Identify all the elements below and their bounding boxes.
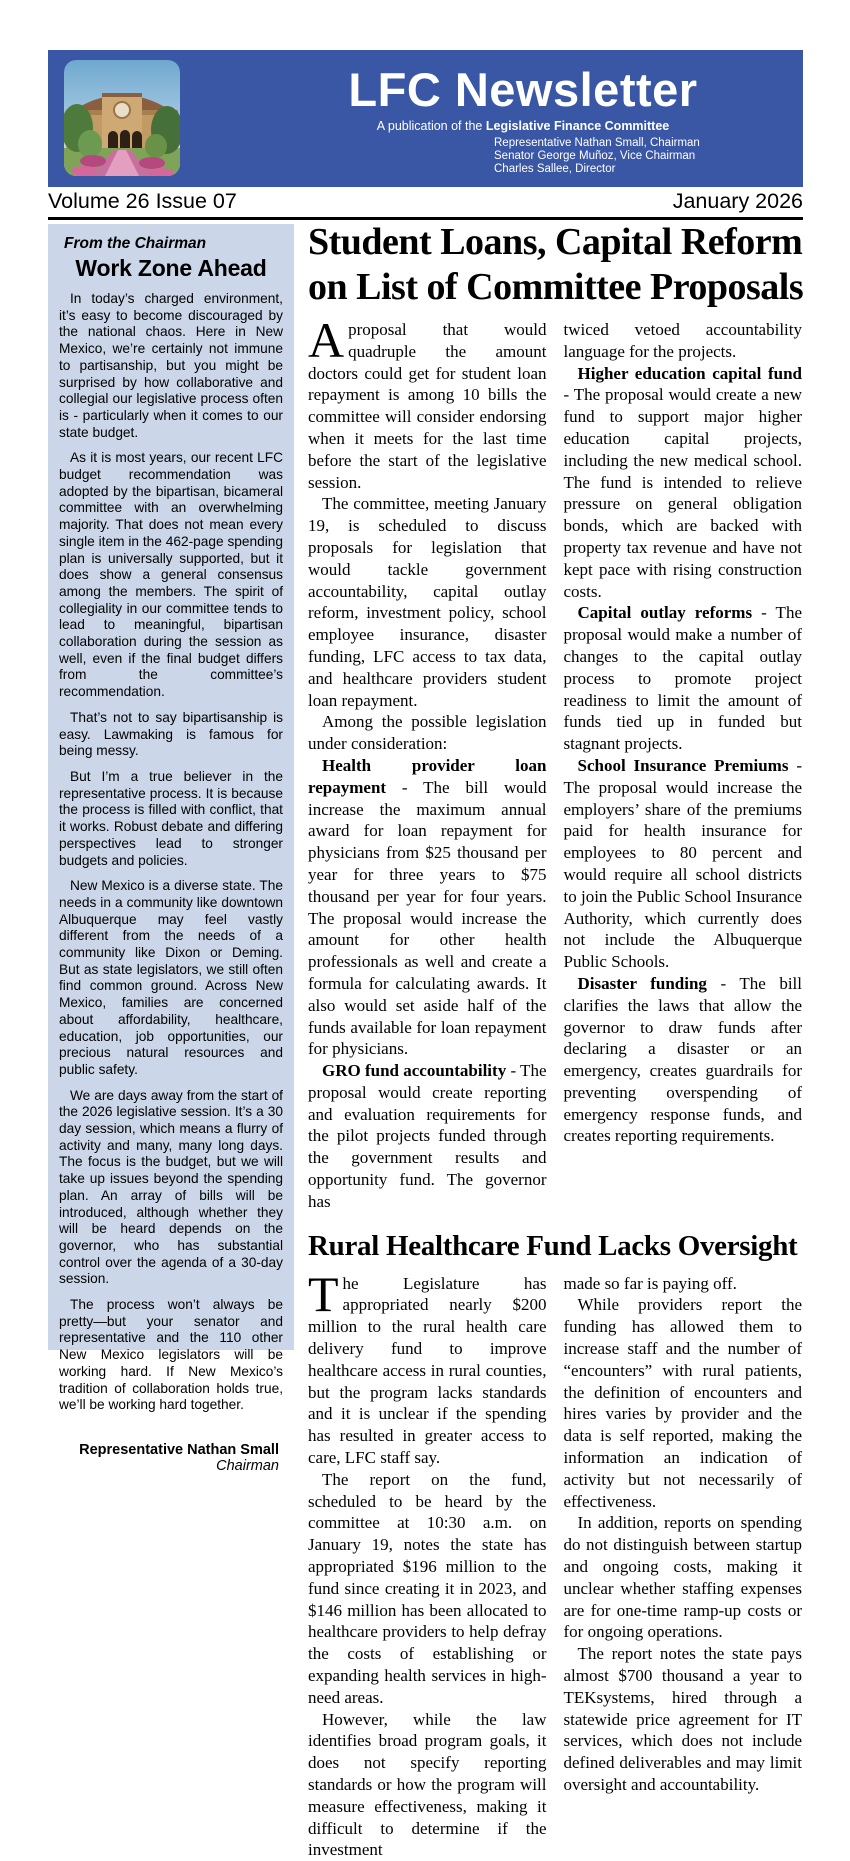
newsletter-title: LFC Newsletter [348, 63, 698, 116]
issue-line [48, 189, 803, 214]
article1-columns [308, 312, 802, 1213]
capitol-photo [64, 60, 180, 176]
capitol-illustration [64, 60, 180, 176]
sidebar-kicker: From the Chairman [64, 235, 207, 252]
article2-column-right [564, 1273, 803, 1861]
paragraph: GRO fund accountability - The proposal would create reporting and evaluation requirements for the pilot projects funded through the government results and opportunity fund. The governor has [308, 1061, 547, 1211]
official-vice-chairman: Senator George Muñoz, Vice Chairman [494, 150, 696, 162]
paragraph: The process won’t always be pretty—but your senator and representative and the 110 other New Mexico legislators will be working hard. If New Mexico’s tradition of collaboration holds true, we’ll be working hard together. [59, 1297, 283, 1413]
paragraph: As it is most years, our recent LFC budget recommendation was adopted by the bipartisan, bicameral committee with an overwhelming majority. That does not mean every single item in the 462-page spending plan is universally supported, but it does show a general consensus among the members. The spirit of collegiality in our committee tends to lead to meaningful, bipartisan collaboration during the session as well, even if the final budget differs from the committee’s recommendation. [59, 450, 283, 700]
masthead-banner [48, 50, 803, 187]
paragraph: However, while the law identifies broad program goals, it does not specify reporting standards or how the program will measure effectiveness, making it difficult to determine if the investment [308, 1709, 547, 1860]
article1-column-right [564, 319, 803, 1213]
paragraph: Disaster funding - The bill clarifies the laws that allow the governor to draw funds after declaring a disaster or an emergency, creates guardrails for preventing overspending of emergency response funds, and creates reporting requirements. [563, 973, 802, 1146]
volume-label: Volume 26 Issue 07 [48, 189, 237, 213]
paragraph: School Insurance Premiums - The proposal would increase the employers’ share of the premiums paid for health insurance for employees to 80 percent and would require all school districts to join the Public School Insurance Authority, which currently does not include the Albuquerque Public Schools. [563, 755, 802, 972]
drop-cap: A [308, 312, 345, 368]
article2-column-left [308, 1265, 547, 1861]
official-chairman: Representative Nathan Small, Chairman [494, 137, 700, 149]
run-in-heading: Higher education capital fund [577, 363, 802, 383]
run-in-heading: GRO fund accountability [322, 1061, 507, 1081]
signature-block [59, 1442, 283, 1474]
paragraph: Capital outlay reforms - The proposal would make a number of changes to the capital outlay process to promote project readiness to limit the amount of funds tied up in funded but stagnant projects. [563, 603, 802, 754]
article1-headline [308, 220, 802, 310]
run-in-heading: Health provider loan repayment [308, 755, 547, 797]
article1-headline-line1: Student Loans, Capital Reform [308, 221, 803, 263]
article2-columns [308, 1265, 802, 1861]
publication-prefix: A publication of the [376, 119, 486, 133]
paragraph: The report on the fund, scheduled to be heard by the committee at 10:30 a.m. on January 19, notes the state has appropriated $196 million to the fund since creating it in 2023, and $146 million has been allocated to healthcare providers to help defray the costs of establishing or expanding health services in high-need areas. [308, 1469, 547, 1707]
publication-org: Legislative Finance Committee [485, 119, 670, 133]
chairman-sidebar [48, 224, 294, 1474]
paragraph: While providers report the funding has allowed them to increase staff and the number of “encounters” with rural patients, the definition of encounters and hires varies by provider and the data is self reported, making the information an indication of activity but not necessarily of effectiveness. [563, 1295, 802, 1511]
paragraph: We are days away from the start of the 2026 legislative session. It’s a 30 day session, which means a flurry of activity and many, many long days. The focus is the budget, but we will take up issues beyond the spending plan. An array of bills will be introduced, although whether they will be heard depends on the governor, who has substantial control over the agenda of a 30-day session. [59, 1087, 283, 1287]
paragraph: Aproposal that would quadruple the amount doctors could get for student loan repayment is among 10 bills the committee will consider endorsing when it meets for the last time before the start of the legislative session. [308, 312, 547, 492]
paragraph: twiced vetoed accountability language for the projects. [563, 320, 802, 361]
article2-headline: Rural Healthcare Fund Lacks Oversight [308, 1229, 798, 1262]
official-director: Charles Sallee, Director [494, 163, 616, 175]
run-in-heading: Capital outlay reforms [577, 603, 753, 623]
drop-cap: T [308, 1265, 339, 1322]
officials-list [494, 137, 700, 176]
sidebar-body [59, 291, 283, 1414]
sidebar-title: Work Zone Ahead [75, 255, 267, 281]
paragraph: New Mexico is a diverse state. The needs in a community like downtown Albuquerque may feel vastly different from the needs of a community like Dixon or Deming. But as state legislators, we still often find common ground. Across New Mexico, families are concerned about affordability, healthcare, education, job opportunities, our precious natural resources and public safety. [59, 878, 283, 1077]
paragraph: But I’m a true believer in the representative process. It is because the process is filled with conflict, that it works. Robust debate and differing perspectives lead to stronger budgets and policies. [59, 768, 283, 868]
run-in-heading: School Insurance Premiums [577, 755, 789, 775]
paragraph: The Legislature has appropriated nearly $200 million to the rural health care delivery fund to improve healthcare access in rural counties, but the program lacks standards and it is unclear if the spending has resulted in greater access to care, LFC staff say. [308, 1265, 547, 1468]
signature-name: Representative Nathan Small [79, 1442, 279, 1458]
article1-column-left [308, 312, 547, 1213]
main-articles [308, 220, 802, 1861]
article1-headline-line2: on List of Committee Proposals [308, 266, 804, 308]
signature-title: Chairman [216, 1458, 279, 1474]
run-in-heading: Disaster funding [577, 973, 707, 993]
paragraph: made so far is paying off. [563, 1273, 737, 1293]
paragraph: In today’s charged environment, it’s easy to become discouraged by the national chaos. Here in New Mexico, we’re certainly not immune to partisanship, but you might be surprised by how collaborative and collegial our legislative process often is - particularly when it comes to our state budget. [59, 291, 283, 440]
publication-line [283, 119, 763, 133]
paragraph: The report notes the state pays almost $700 thousand a year to TEKsystems, hired through a statewide price agreement for IT services, which does not include defined deliverables and may limit oversight and accountability. [563, 1644, 802, 1794]
paragraph: In addition, reports on spending do not distinguish between startup and ongoing costs, making it unclear whether staffing expenses are for one-time ramp-up costs or for ongoing operations. [563, 1513, 802, 1642]
paragraph: Among the possible legislation under consideration: [308, 712, 547, 754]
paragraph: Health provider loan repayment - The bill would increase the maximum annual award for loan repayment for physicians from $25 thousand per year for three years to $75 thousand per year for four years. The proposal would increase the amount for other health professionals as well and create a formula for calculating awards. It also would set aside half of the funds available for loan repayment for physicians. [308, 755, 547, 1059]
paragraph: That’s not to say bipartisanship is easy. Lawmaking is famous for being messy. [59, 709, 283, 759]
paragraph: Higher education capital fund - The proposal would create a new fund to support major higher education capital projects, including the new medical school. The fund is intended to relieve pressure on general obligation bonds, which are backed with property tax revenue and have not kept pace with rising construction costs. [563, 363, 802, 601]
issue-date: January 2026 [672, 189, 803, 213]
paragraph: The committee, meeting January 19, is scheduled to discuss proposals for legislation that would tackle government accountability, capital outlay reform, investment policy, school employee insurance, disaster funding, LFC access to tax data, and healthcare providers student loan repayment. [308, 494, 547, 710]
